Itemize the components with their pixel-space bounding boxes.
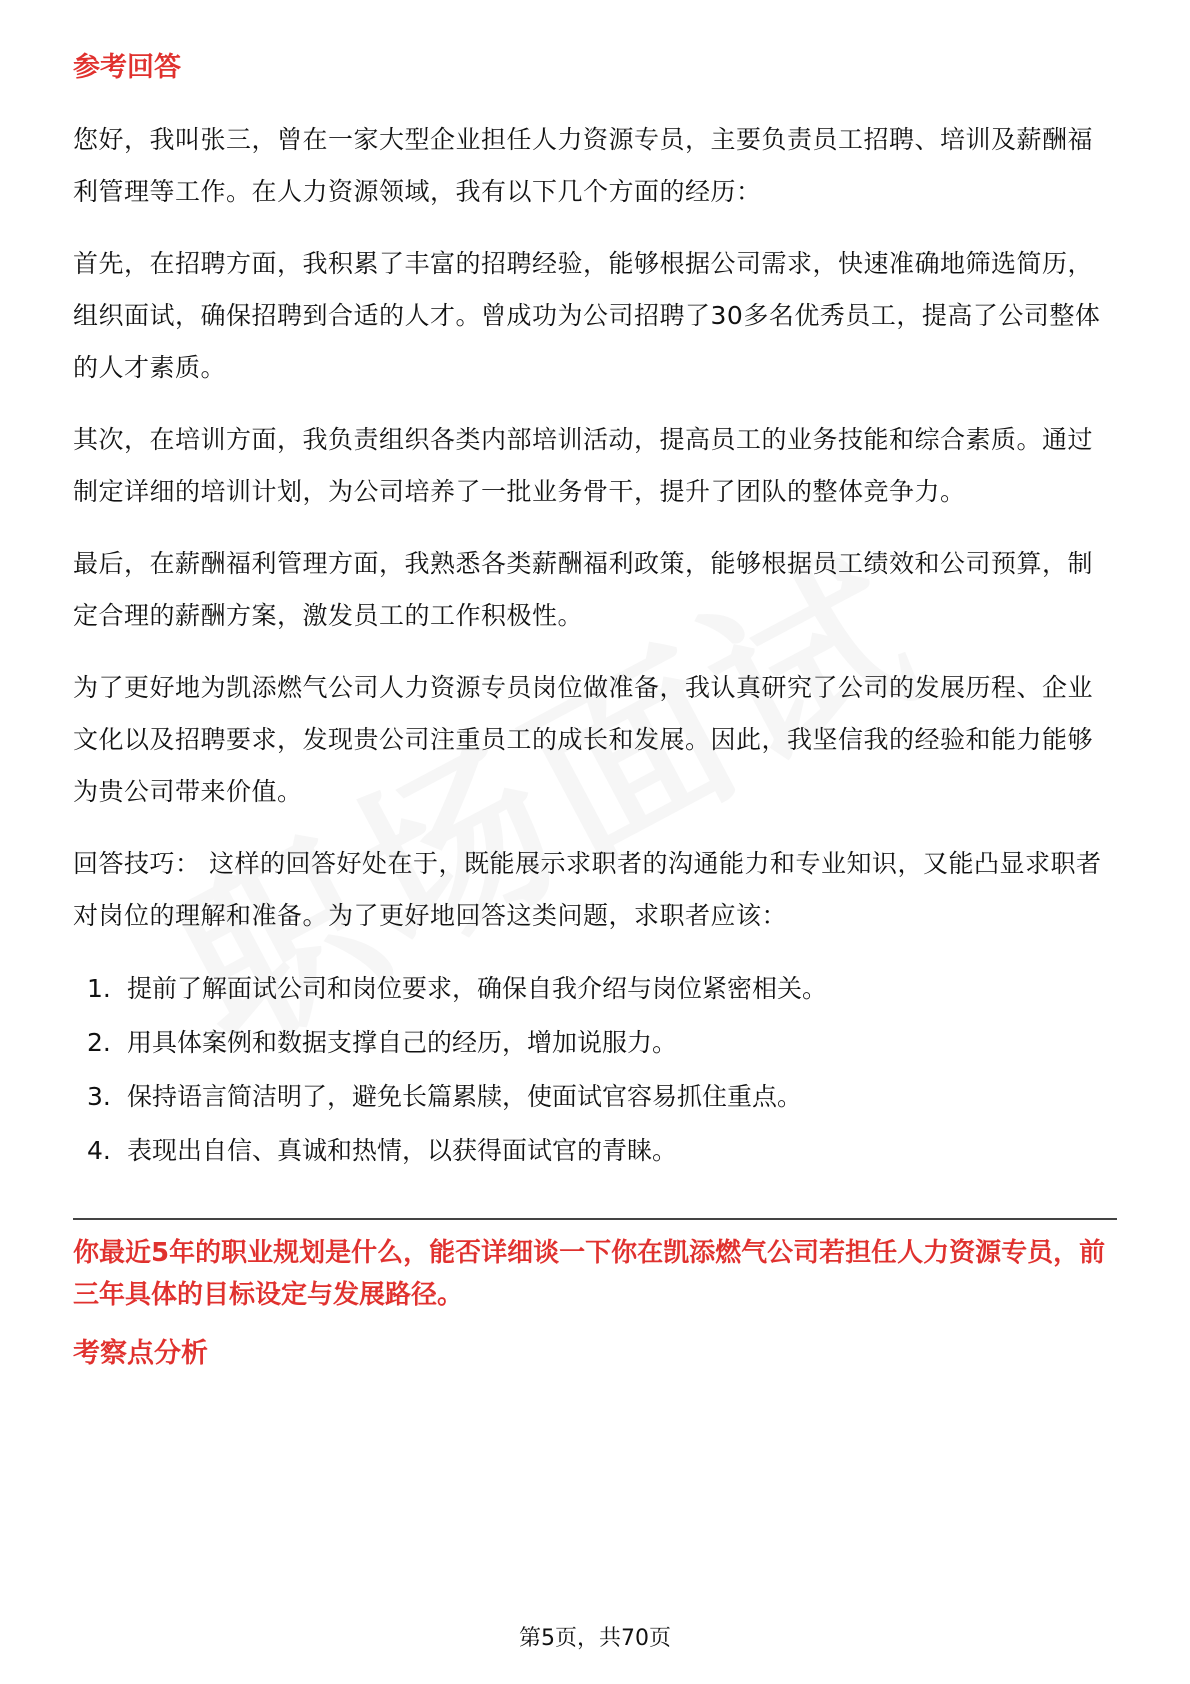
list-item-text: 提前了解面试公司和岗位要求，确保自我介绍与岗位紧密相关。 xyxy=(127,974,828,1003)
list-item-number: 3. xyxy=(87,1082,111,1111)
list-item-number: 1. xyxy=(87,974,111,1003)
list-item-number: 2. xyxy=(87,1028,111,1057)
analysis-heading: 考察点分析 xyxy=(73,1338,208,1369)
list-item xyxy=(73,1070,1117,1124)
page-number: 第5页，共70页 xyxy=(519,1626,671,1651)
answer-paragraph-preparation: 为了更好地为凯添燃气公司人力资源专员岗位做准备，我认真研究了公司的发展历程、企业文化以及招聘要求，发现贵公司注重员工的成长和发展。因此，我坚信我的经验和能力能够为贵公司带来价值。 xyxy=(73,673,1094,806)
reference-answer-heading: 参考回答 xyxy=(73,52,181,83)
answer-paragraph-compensation: 最后，在薪酬福利管理方面，我熟悉各类薪酬福利政策，能够根据员工绩效和公司预算，制定合理的薪酬方案，激发员工的工作积极性。 xyxy=(73,549,1094,630)
list-item xyxy=(73,962,1117,1016)
list-item-number: 4. xyxy=(87,1136,111,1165)
list-item-text: 保持语言简洁明了，避免长篇累牍，使面试官容易抓住重点。 xyxy=(127,1082,803,1111)
list-item-text: 表现出自信、真诚和热情，以获得面试官的青睐。 xyxy=(127,1136,678,1165)
list-item xyxy=(73,1016,1117,1070)
list-item xyxy=(73,1124,1117,1178)
page-content xyxy=(73,48,1117,1400)
answer-tips-intro: 回答技巧： 这样的回答好处在于，既能展示求职者的沟通能力和专业知识，又能凸显求职者对岗位的理解和准备。为了更好地回答这类问题，求职者应该： xyxy=(73,849,1102,930)
answer-paragraph-recruiting: 首先，在招聘方面，我积累了丰富的招聘经验，能够根据公司需求，快速准确地筛选简历，组织面试，确保招聘到合适的人才。曾成功为公司招聘了30多名优秀员工，提高了公司整体的人才素质。 xyxy=(73,249,1101,382)
answer-paragraph-intro: 您好，我叫张三，曾在一家大型企业担任人力资源专员，主要负责员工招聘、培训及薪酬福利管理等工作。在人力资源领域，我有以下几个方面的经历： xyxy=(73,125,1094,206)
answer-paragraph-training: 其次，在培训方面，我负责组织各类内部培训活动，提高员工的业务技能和综合素质。通过制定详细的培训计划，为公司培养了一批业务骨干，提升了团队的整体竞争力。 xyxy=(73,425,1094,506)
section-divider xyxy=(73,1218,1117,1220)
next-question-title: 你最近5年的职业规划是什么，能否详细谈一下你在凯添燃气公司若担任人力资源专员，前三年具体的目标设定与发展路径。 xyxy=(73,1238,1106,1310)
tips-list xyxy=(73,962,1117,1178)
list-item-text: 用具体案例和数据支撑自己的经历，增加说服力。 xyxy=(127,1028,678,1057)
